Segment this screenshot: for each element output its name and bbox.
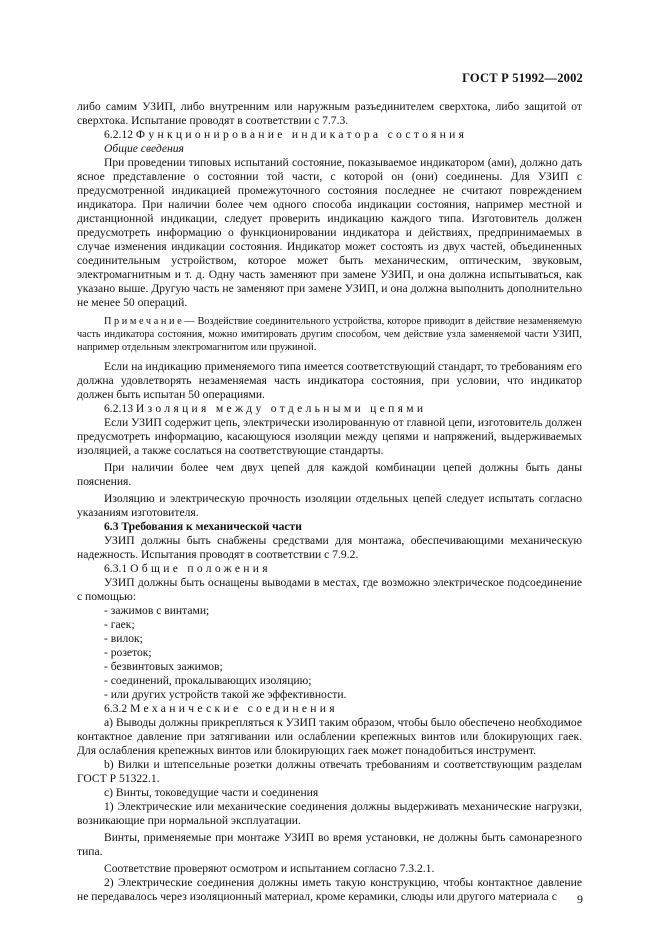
list-item: - вилок; (104, 632, 143, 645)
page-number: 9 (577, 892, 583, 906)
section-6-3-1-heading (77, 562, 582, 576)
list-item: - гаек; (104, 618, 135, 631)
section-title: Функционирование индикатора состояния (135, 128, 468, 141)
page-body (77, 100, 582, 904)
item-c-1: 1) Электрические или механические соединения должны выдерживать механические нагрузки, возникающие при нормальной эксплуатации. (77, 800, 582, 827)
paragraph-terminals: УЗИП должны быть оснащены выводами в местах, где возможно электрическое подсоединение с помощью: (77, 576, 582, 603)
paragraph-strength: Изоляцию и электрическую прочность изоляции отдельных цепей следует испытать согласно указаниям изготовителя. (77, 492, 582, 519)
note-label: Примечание (104, 316, 185, 327)
terminal-list (77, 604, 582, 702)
list-item: - зажимов с винтами; (104, 604, 210, 617)
section-title: Общие положения (130, 562, 271, 575)
list-item: - или других устройств такой же эффективности. (104, 688, 347, 701)
list-item: - безвинтовых зажимов; (104, 660, 223, 673)
section-6-2-13-heading (77, 402, 582, 416)
paragraph-isolation: Если УЗИП содержит цепь, электрически изолированную от главной цепи, изготовитель должен предусмотреть информацию, касающуюся изоляции между цепями и напряжений, выдерживаемых изоляцией, а также сослаться на соответствующие стандарты. (77, 416, 582, 457)
section-6-3-2-heading (77, 702, 582, 716)
item-a: а) Выводы должны прикрепляться к УЗИП таким образом, чтобы было обеспечено необходимое контактное давление при затягивании или ослаблении крепежных винтов или блокирующих гаек. Для ослабления крепежных винтов или блокирующих гаек может понадобиться инструмент. (77, 716, 582, 757)
subheading-general: Общие сведения (104, 142, 184, 155)
item-b: b) Вилки и штепсельные розетки должны отвечать требованиям и соответствующим разделам ГОСТ Р 51322.1. (77, 758, 582, 785)
section-number: 6.2.13 (104, 402, 133, 415)
section-number: 6.2.12 (104, 128, 133, 141)
paragraph-indicator: При проведении типовых испытаний состояние, показываемое индикатором (ами), должно дать ясное представление о состоянии той части, с которой он (они) соединены. Для УЗИП с предусмотренной индикацией промежуточного состояния последнее не считают повреждением индикатора. При наличии более чем одного способа индикации состояния, например местной и дистанционной индикации, следует проверить индикацию каждого типа. Изготовитель должен предусмотреть информацию о функционировании индикатора и действиях, предпринимаемых в случае изменения индикации состояния. Индикатор может состоять из двух частей, объединенных соединительным устройством, которое может быть механическим, оптическим, звуковым, электромагнитным и т. д. Одну часть заменяют при замене УЗИП, и она должна испытываться, как указано выше. Другую часть не заменяют при замене УЗИП, и она должна выполнить дополнительно не менее 50 операций. (77, 156, 582, 309)
section-6-3-heading: 6.3 Требования к механической части (104, 520, 302, 533)
paragraph-circuits: При наличии более чем двух цепей для каждой комбинации цепей должны быть даны пояснения. (77, 461, 582, 488)
item-c: c) Винты, токоведущие части и соединения (104, 786, 319, 799)
section-number: 6.3.1 (104, 562, 128, 575)
paragraph-continued: либо самим УЗИП, либо внутренним или наружным разъединителем сверхтока, либо защитой от сверхтока. Испытание проводят в соответствии с 7.7.3. (77, 100, 582, 127)
list-item: - соединений, прокалывающих изоляцию; (104, 674, 312, 687)
paragraph-mounting: УЗИП должны быть снабжены средствами для монтажа, обеспечивающими механическую надежность. Испытания проводят в соответствии с 7.9.2. (77, 534, 582, 561)
paragraph-standard: Если на индикацию применяемого типа имеется соответствующий стандарт, то требованиям его должна удовлетворять незаменяемая часть индикатора состояния, при условии, что индикатор должен быть испытан 50 операциями. (77, 360, 582, 401)
section-number: 6.3.2 (104, 702, 128, 715)
item-c-1-check: Соответствие проверяют осмотром и испытанием согласно 7.3.2.1. (104, 862, 435, 875)
section-title: Изоляция между отдельными цепями (135, 402, 427, 415)
item-c-2: 2) Электрические соединения должны иметь такую конструкцию, чтобы контактное давление не передавалось через изоляционный материал, кроме керамики, слюды или другого материала с (77, 876, 582, 903)
section-6-2-12-heading (77, 128, 582, 142)
document-code: ГОСТ Р 51992—2002 (462, 71, 583, 85)
item-c-1-screws: Винты, применяемые при монтаже УЗИП во время установки, не должны быть самонарезного типа. (77, 831, 582, 858)
list-item: - розеток; (104, 646, 152, 659)
section-title: Механические соединения (130, 702, 338, 715)
note-text: — Воздействие соединительного устройства, которое приводит в действие незаменяемую часть индикатора состояния, можно имитировать другим способом, чем действие узла заменяемой части УЗИП, например отдельным электромагнитом или пружиной. (77, 316, 582, 353)
note (77, 315, 582, 354)
